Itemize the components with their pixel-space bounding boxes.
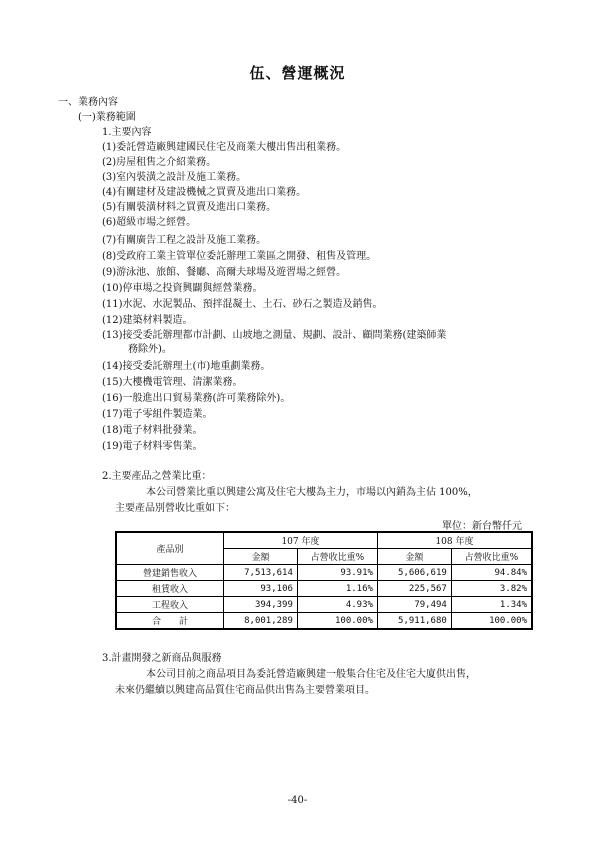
- ratio-108: 100.00%: [451, 613, 532, 630]
- table-row: [116, 581, 532, 597]
- amount-107: 394,399: [224, 597, 298, 613]
- list-item: (7)有關廣告工程之設計及施工業務。: [102, 235, 267, 246]
- list-item: (14)接受委託辦理土(市)地重劃業務。: [102, 361, 271, 372]
- amount-108: 5,606,619: [377, 565, 451, 581]
- subsection-heading: (一)業務範圍: [78, 112, 136, 123]
- ratio-108: 94.84%: [451, 565, 532, 581]
- page-title: 伍、營運概況: [249, 64, 346, 82]
- table-row: [116, 597, 532, 613]
- amount-107: 8,001,289: [224, 613, 298, 630]
- list-item: (11)水泥、水泥製品、預拌混凝土、土石、砂石之製造及銷售。: [102, 299, 383, 310]
- unit-label: 單位：新台幣仟元: [442, 521, 522, 532]
- list-item: (3)室內裝潢之設計及施工業務。: [102, 172, 247, 183]
- row-label: 合 計: [116, 613, 224, 630]
- header-ratio: 占營收比重%: [451, 549, 532, 565]
- ratio-107: 1.16%: [297, 581, 377, 597]
- paragraph-line: 未來仍繼續以興建高品質住宅商品供出售為主要營業項目。: [115, 685, 375, 696]
- list-item: (10)停車場之投資興闢與經營業務。: [102, 283, 263, 294]
- table-row: [116, 565, 532, 581]
- main-content-heading: 1.主要內容: [102, 127, 152, 138]
- section-heading: 一、業務內容: [58, 97, 118, 108]
- list-item: (13)接受委託辦理都市計劃、山坡地之測量、規劃、設計、顧問業務(建築師業: [102, 330, 447, 341]
- list-item: (1)委託營造廠興建國民住宅及商業大樓出售出租業務。: [102, 142, 347, 153]
- amount-108: 5,911,680: [377, 613, 451, 630]
- row-label: 營建銷售收入: [116, 565, 224, 581]
- list-item: (15)大樓機電管理、清潔業務。: [102, 377, 243, 388]
- list-item: (9)游泳池、旅館、餐廳、高爾夫球場及遊習場之經營。: [102, 267, 347, 278]
- list-item: (5)有關裝潢材料之買賣及進出口業務。: [102, 202, 277, 213]
- ratio-107: 100.00%: [297, 613, 377, 630]
- row-label: 工程收入: [116, 597, 224, 613]
- new-products-heading: 3.計畫開發之新商品與服務: [102, 653, 222, 664]
- list-item: (19)電子材料零售業。: [102, 441, 203, 452]
- list-item: (16)一般進出口貿易業務(許可業務除外)。: [102, 393, 291, 404]
- header-ratio: 占營收比重%: [297, 549, 377, 565]
- ratio-108: 1.34%: [451, 597, 532, 613]
- amount-108: 79,494: [377, 597, 451, 613]
- list-item-continuation: 務除外)。: [128, 344, 172, 355]
- list-item: (17)電子零組件製造業。: [102, 409, 213, 420]
- list-item: (6)超級市場之經營。: [102, 217, 197, 228]
- paragraph-line: 主要產品別營收比重如下：: [115, 503, 235, 514]
- table-total-row: [116, 613, 532, 630]
- header-product: 產品別: [116, 532, 224, 565]
- amount-107: 93,106: [224, 581, 298, 597]
- product-ratio-heading: 2.主要產品之營業比重：: [102, 471, 212, 482]
- list-item: (12)建築材料製造。: [102, 315, 193, 326]
- page-number: -40-: [287, 795, 308, 806]
- header-year-108: 108 年度: [377, 532, 532, 549]
- ratio-107: 93.91%: [297, 565, 377, 581]
- paragraph-line: 本公司目前之商品項目為委託營造廠興建一般集合住宅及住宅大廈供出售，: [146, 669, 476, 680]
- list-item: (18)電子材料批發業。: [102, 425, 203, 436]
- list-item: (4)有關建材及建設機械之買賣及進出口業務。: [102, 187, 307, 198]
- header-amount: 金額: [224, 549, 298, 565]
- paragraph-line: 本公司營業比重以興建公寓及住宅大樓為主力，市場以內銷為主佔 100%，: [146, 487, 478, 498]
- row-label: 租賃收入: [116, 581, 224, 597]
- header-year-107: 107 年度: [224, 532, 378, 549]
- list-item: (2)房屋租售之介紹業務。: [102, 157, 217, 168]
- ratio-107: 4.93%: [297, 597, 377, 613]
- header-amount: 金額: [377, 549, 451, 565]
- amount-107: 7,513,614: [224, 565, 298, 581]
- ratio-108: 3.82%: [451, 581, 532, 597]
- amount-108: 225,567: [377, 581, 451, 597]
- list-item: (8)受政府工業主管單位委託辦理工業區之開發、租售及管理。: [102, 251, 377, 262]
- revenue-table: [115, 531, 533, 630]
